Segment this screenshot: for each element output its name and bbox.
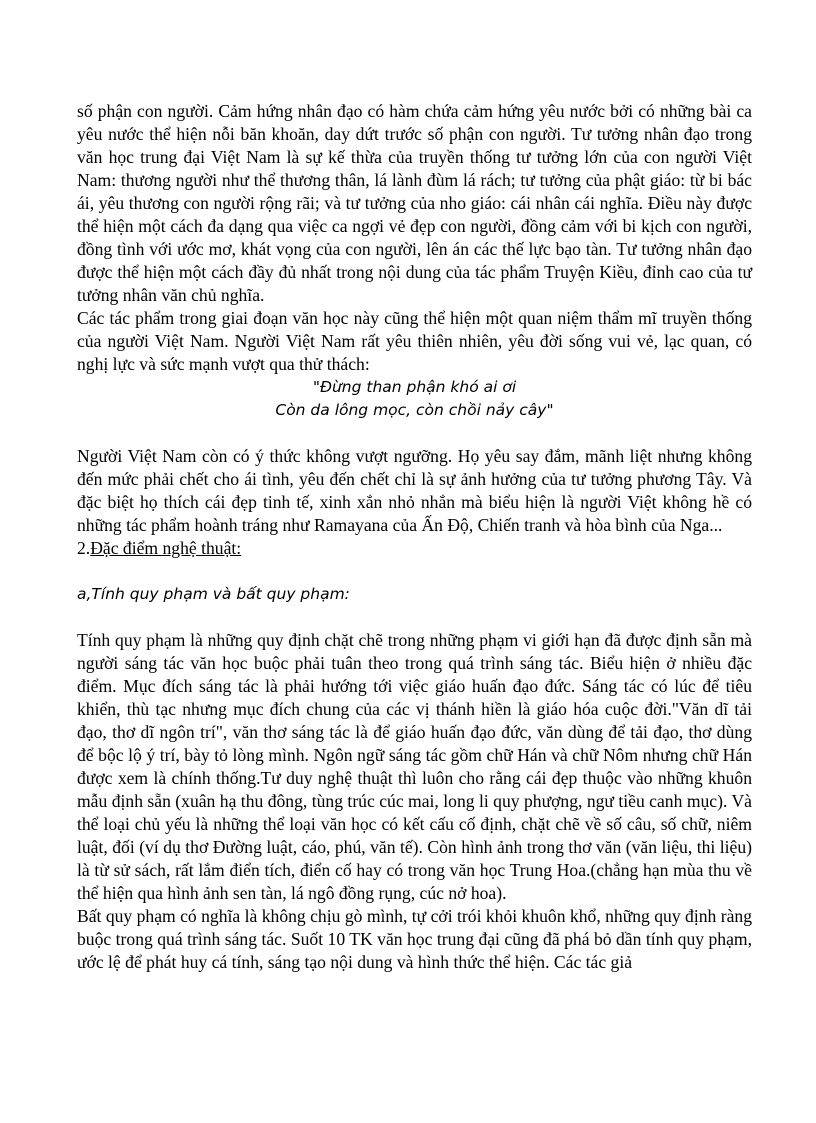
verse-line-2: Còn da lông mọc, còn chồi nảy cây"	[275, 401, 554, 419]
paragraph-normativity: Tính quy phạm là những quy định chặt chẽ trong những phạm vi giới hạn đã được định sẵn mà người sáng tác văn học buộc phải tuân theo trong quá trình sáng tác. Biểu hiện ở nhiều đặc điểm. Mục đích sáng tác là phải hướng tới việc giáo huấn đạo đức. Sáng tác có lúc để tiêu khiển, thù tạc nhưng mục đích chung của các vị thánh hiền là giáo hóa cuộc đời."Văn dĩ tải đạo, thơ dĩ ngôn trí", văn thơ sáng tác là để giáo huấn đạo đức, văn dùng để tải đạo, thơ dùng để bộc lộ ý trí, bày tỏ lòng mình. Ngôn ngữ sáng tác gồm chữ Hán và chữ Nôm nhưng chữ Hán được xem là chính thống.Tư duy nghệ thuật thì luôn cho rằng cái đẹp thuộc vào những khuôn mẫu định sẵn (xuân hạ thu đông, tùng trúc cúc mai, long li quy phượng, ngư tiều canh mục). Và thể loại chủ yếu là những thể loại văn học có kết cấu cố định, chặt chẽ về số câu, số chữ, niêm luật, đối (ví dụ thơ Đường luật, cáo, phú, văn tế). Còn hình ảnh trong thơ văn (văn liệu, thi liệu) là từ sử sách, rất lắm điển tích, điển cố hay có trong văn học Trung Hoa.(chẳng hạn mùa thu về thể hiện qua hình ảnh sen tàn, lá ngô đồng rụng, cúc nở hoa).	[77, 630, 752, 903]
paragraph-humanism: số phận con người. Cảm hứng nhân đạo có hàm chứa cảm hứng yêu nước bởi có những bài ca yêu nước thể hiện nỗi băn khoăn, day dứt trước số phận con người. Tư tưởng nhân đạo trong văn học trung đại Việt Nam là sự kế thừa của truyền thống tư tưởng lớn của con người Việt Nam: thương người như thể thương thân, lá lành đùm lá rách; tư tưởng của phật giáo: từ bi bác ái, yêu thương con người rộng rãi; và tư tưởng của nho giáo: cái nhân cái nghĩa. Điều này được thể hiện một cách đa dạng qua việc ca ngợi vẻ đẹp con người, đồng cảm với bi kịch con người, đồng tình với ước mơ, khát vọng của con người, lên án các thế lực bạo tàn. Tư tưởng nhân đạo được thể hiện một cách đầy đủ nhất trong nội dung của tác phẩm Truyện Kiều, đỉnh cao của tư tưởng nhân văn chủ nghĩa.	[77, 101, 752, 305]
spacer	[77, 606, 752, 629]
subsection-heading: a,Tính quy phạm và bất quy phạm:	[77, 585, 350, 603]
section-heading-number: 2.	[77, 538, 91, 558]
section-heading	[77, 537, 752, 560]
paragraph-non-normativity: Bất quy phạm có nghĩa là không chịu gò mình, tự cởi trói khỏi khuôn khổ, những quy định ràng buộc trong quá trình sáng tác. Suốt 10 TK văn học trung đại cũng đã phá bỏ dần tính quy phạm, ước lệ để phát huy cá tính, sáng tạo nội dung và hình thức thể hiện. Các tác giả	[77, 906, 752, 972]
section-heading-text: Đặc điểm nghệ thuật:	[90, 538, 242, 558]
verse-line-1: "Đừng than phận khó ai ơi	[312, 378, 517, 396]
paragraph-aesthetics: Các tác phẩm trong giai đoạn văn học này cũng thể hiện một quan niệm thẩm mĩ truyền thống của người Việt Nam. Người Việt Nam rất yêu thiên nhiên, yêu đời sống vui vẻ, lạc quan, có nghị lực và sức mạnh vượt qua thử thách:	[77, 308, 752, 374]
paragraph-restraint: Người Việt Nam còn có ý thức không vượt ngưỡng. Họ yêu say đắm, mãnh liệt nhưng không đến mức phải chết cho ái tình, yêu đến chết chỉ là sự ảnh hưởng của tư tưởng phương Tây. Và đặc biệt họ thích cái đẹp tinh tế, xinh xắn nhỏ nhắn mà biểu hiện là người Việt không hề có những tác phẩm hoành tráng như Ramayana của Ấn Độ, Chiến tranh và hòa bình của Nga...	[77, 446, 752, 535]
spacer	[77, 422, 752, 445]
spacer	[77, 560, 752, 583]
document-body	[77, 100, 752, 974]
